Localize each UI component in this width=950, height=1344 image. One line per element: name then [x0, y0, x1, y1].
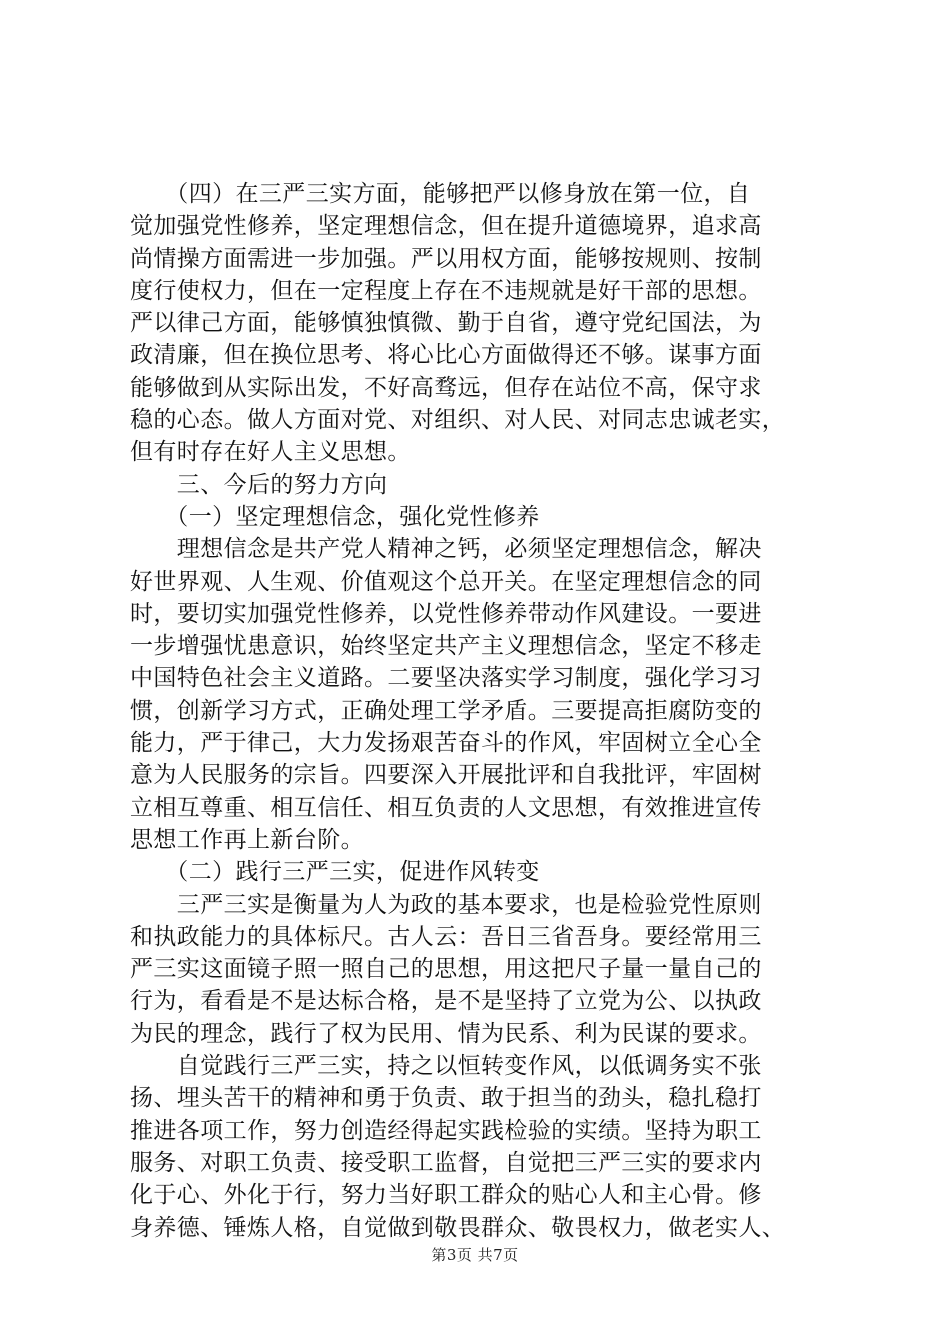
text-line: 三严三实是衡量为人为政的基本要求，也是检验党性原则	[130, 891, 762, 918]
text-line: 服务、对职工负责、接受职工监督，自觉把三严三实的要求内	[130, 1149, 762, 1176]
text-line: 思想工作再上新台阶。	[130, 826, 364, 853]
text-line: 立相互尊重、相互信任、相互负责的人文思想，有效推进宣传	[130, 794, 762, 821]
text-line: 身养德、锤炼人格，自觉做到敬畏群众、敬畏权力，做老实人、	[130, 1214, 786, 1241]
text-line: 稳的心态。做人方面对党、对组织、对人民、对同志忠诚老实，	[130, 407, 786, 434]
text-line: 化于心、外化于行，努力当好职工群众的贴心人和主心骨。修	[130, 1182, 762, 1209]
text-line: 时，要切实加强党性修养，以党性修养带动作风建设。一要进	[130, 600, 762, 627]
text-line: 但有时存在好人主义思想。	[130, 439, 411, 466]
text-line: 一步增强忧患意识，始终坚定共产主义理想信念，坚定不移走	[130, 633, 762, 660]
text-line: （二）践行三严三实，促进作风转变	[130, 859, 540, 886]
text-line: 惯，创新学习方式，正确处理工学矛盾。三要提高拒腐防变的	[130, 697, 762, 724]
text-line: 严三实这面镜子照一照自己的思想，用这把尺子量一量自己的	[130, 956, 762, 983]
text-line: 能力，严于律己，大力发扬艰苦奋斗的作风，牢固树立全心全	[130, 730, 762, 757]
text-line: 为民的理念，践行了权为民用、情为民系、利为民谋的要求。	[130, 1020, 762, 1047]
text-line: 觉加强党性修养，坚定理想信念，但在提升道德境界，追求高	[130, 213, 762, 240]
text-line: 理想信念是共产党人精神之钙，必须坚定理想信念，解决	[130, 536, 762, 563]
page-footer: 第3页 共7页	[431, 1246, 519, 1264]
text-line: 度行使权力，但在一定程度上存在不违规就是好干部的思想。	[130, 277, 762, 304]
text-line: （四）在三严三实方面，能够把严以修身放在第一位，自	[130, 181, 751, 207]
text-line: 自觉践行三严三实，持之以恒转变作风，以低调务实不张	[130, 1053, 762, 1080]
text-line: 行为，看看是不是达标合格，是不是坚持了立党为公、以执政	[130, 988, 762, 1015]
text-line: 严以律己方面，能够慎独慎微、勤于自省，遵守党纪国法，为	[130, 310, 762, 337]
text-line: （一）坚定理想信念，强化党性修养	[130, 503, 540, 530]
text-line: 中国特色社会主义道路。二要坚决落实学习制度，强化学习习	[130, 665, 762, 692]
text-line: 三、今后的努力方向	[130, 471, 388, 498]
text-line: 尚情操方面需进一步加强。严以用权方面，能够按规则、按制	[130, 245, 762, 272]
text-line: 推进各项工作，努力创造经得起实践检验的实绩。坚持为职工	[130, 1117, 762, 1144]
body-text	[130, 178, 830, 1244]
text-line: 和执政能力的具体标尺。古人云：吾日三省吾身。要经常用三	[130, 923, 762, 950]
text-line: 意为人民服务的宗旨。四要深入开展批评和自我批评，牢固树	[130, 762, 762, 789]
text-line: 扬、埋头苦干的精神和勇于负责、敢于担当的劲头，稳扎稳打	[130, 1085, 762, 1112]
text-line: 好世界观、人生观、价值观这个总开关。在坚定理想信念的同	[130, 568, 762, 595]
text-line: 能够做到从实际出发，不好高骛远，但存在站位不高，保守求	[130, 374, 762, 401]
text-line: 政清廉，但在换位思考、将心比心方面做得还不够。谋事方面	[130, 342, 762, 369]
